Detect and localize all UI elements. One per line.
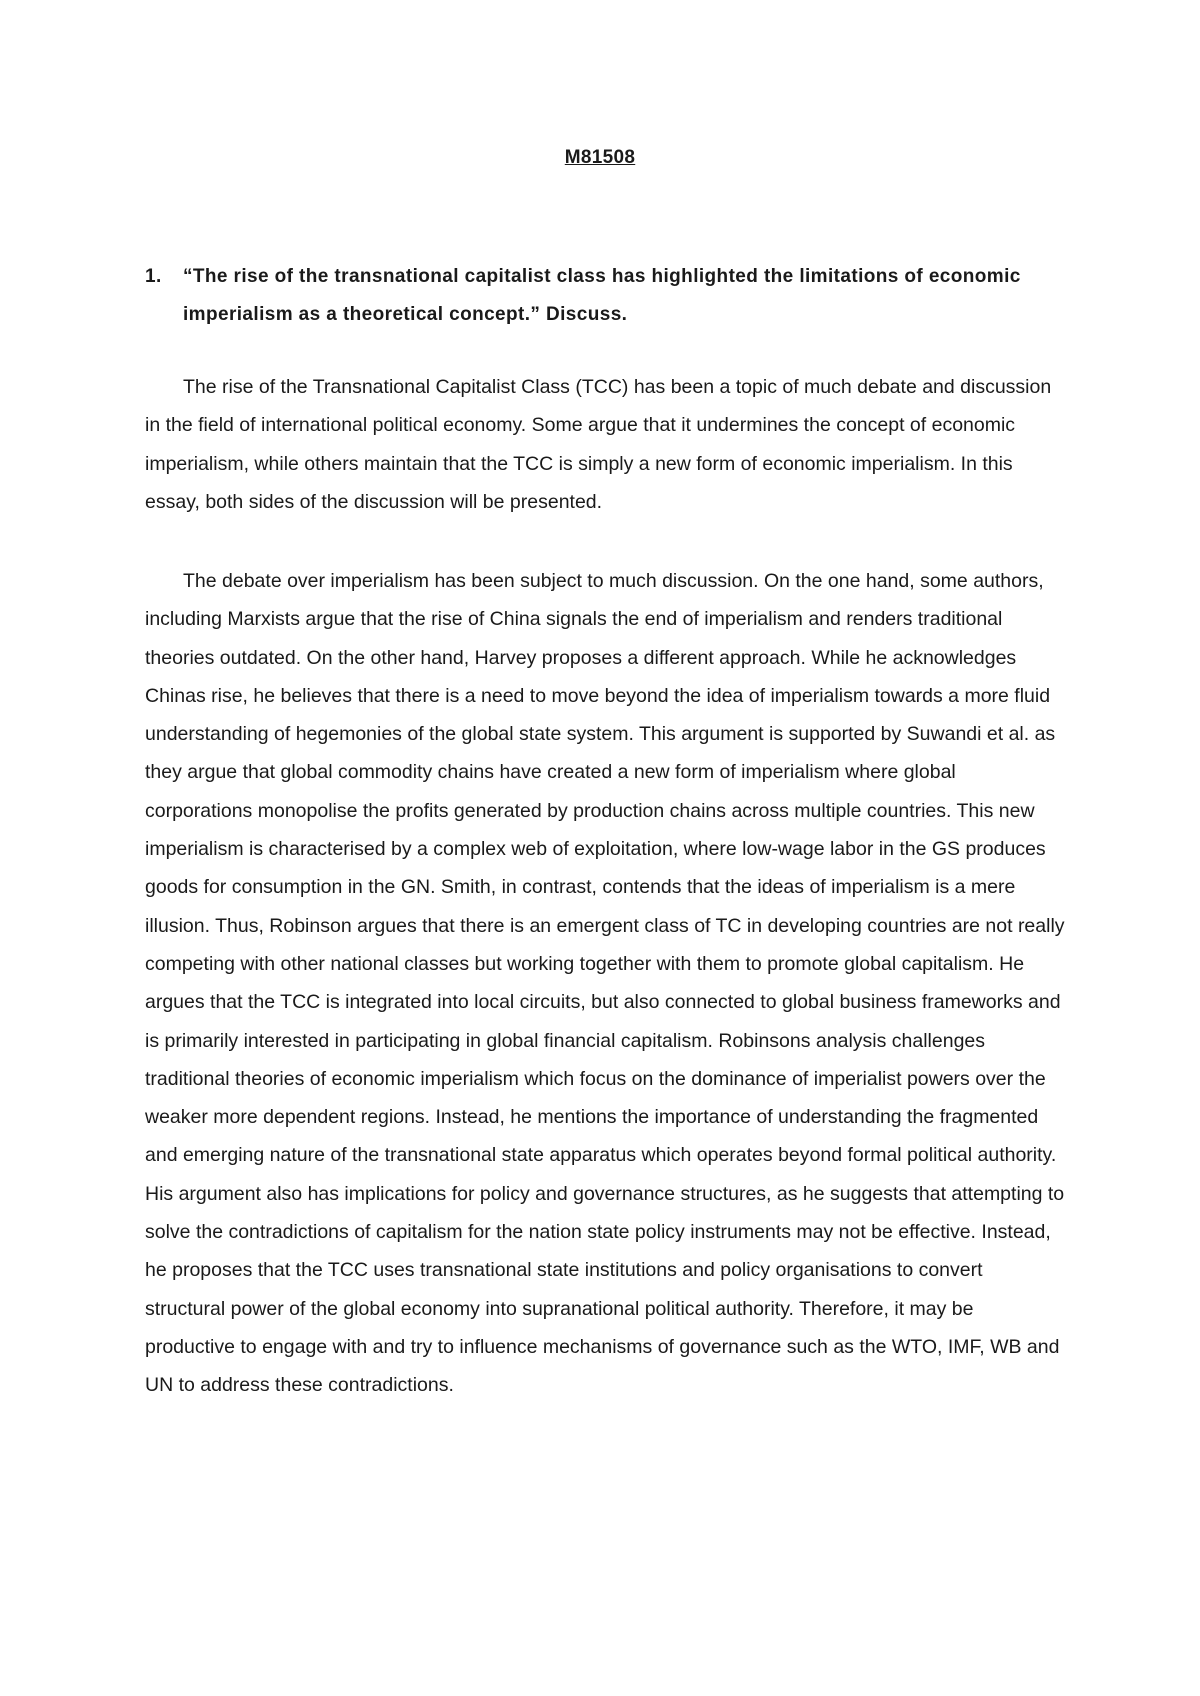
paragraph-introduction: The rise of the Transnational Capitalist Class (TCC) has been a topic of much debate and discussion in the field of international political economy. Some argue that it undermines the concept of economic imperialism, while others maintain that the TCC is simply a new form of economic imperialism. In this essay, both sides of the discussion will be presented.	[145, 376, 1052, 513]
question-text: “The rise of the transnational capitalist class has highlighted the limitations of economic imperialism as a theoretical concept.” Discuss.	[183, 266, 1021, 325]
question-number: 1.	[145, 266, 162, 287]
document-id-heading: M81508	[564, 147, 636, 168]
paragraph-debate: The debate over imperialism has been subject to much discussion. On the one hand, some authors, including Marxists argue that the rise of China signals the end of imperialism and renders traditional theories outdated. On the other hand, Harvey proposes a different approach. While he acknowledges Chinas rise, he believes that there is a need to move beyond the idea of imperialism towards a more fluid understanding of hegemonies of the global state system. This argument is supported by Suwandi et al. as they argue that global commodity chains have created a new form of imperialism where global corporations monopolise the profits generated by production chains across multiple countries. This new imperialism is characterised by a complex web of exploitation, where low-wage labor in the GS produces goods for consumption in the GN. Smith, in contrast, contends that the ideas of imperialism is a mere illusion. Thus, Robinson argues that there is an emergent class of TC in developing countries are not really competing with other national classes but working together with them to promote global capitalism. He argues that the TCC is integrated into local circuits, but also connected to global business frameworks and is primarily interested in participating in global financial capitalism. Robinsons analysis challenges traditional theories of economic imperialism which focus on the dominance of imperialist powers over the weaker more dependent regions. Instead, he mentions the importance of understanding the fragmented and emerging nature of the transnational state apparatus which operates beyond formal political authority. His argument also has implications for policy and governance structures, as he suggests that attempting to solve the contradictions of capitalism for the nation state policy instruments may not be effective. Instead, he proposes that the TCC uses transnational state institutions and policy organisations to convert structural power of the global economy into supranational political authority. Therefore, it may be productive to engage with and try to influence mechanisms of governance such as the WTO, IMF, WB and UN to address these contradictions.	[145, 570, 1065, 1397]
essay-question	[145, 258, 1065, 334]
